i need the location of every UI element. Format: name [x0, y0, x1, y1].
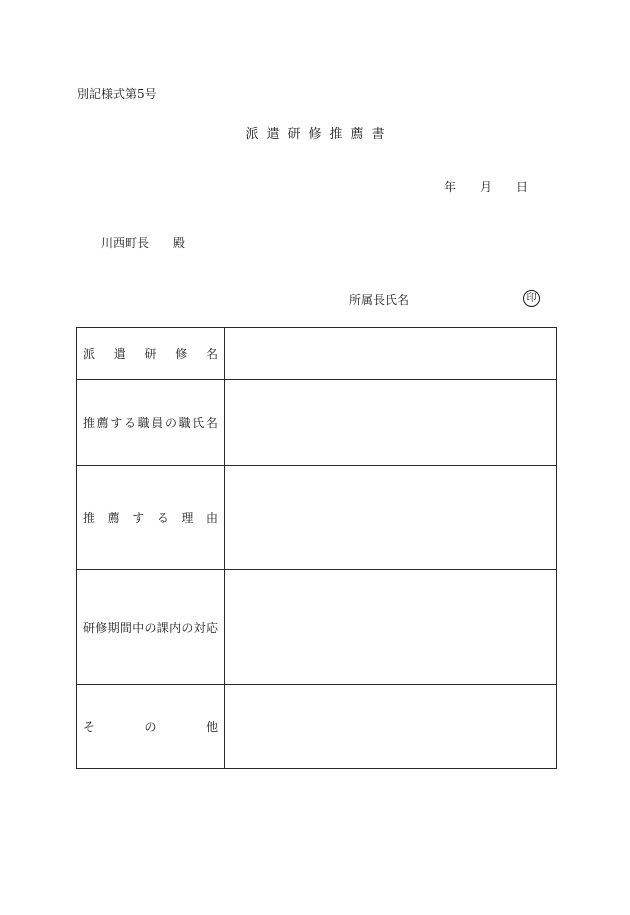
field-employee[interactable] — [225, 380, 557, 466]
label-char: 推 — [83, 511, 96, 525]
field-other[interactable] — [225, 685, 557, 769]
label-char: 間 — [119, 620, 132, 635]
label-char: 修 — [175, 347, 188, 361]
label-char: 他 — [205, 720, 218, 734]
date-day-label: 日 — [516, 180, 529, 194]
label-reason — [77, 466, 225, 570]
label-char: 研 — [83, 620, 96, 635]
label-char: 課 — [156, 620, 169, 635]
table-row-coverage — [77, 570, 557, 685]
label-char: 修 — [95, 620, 108, 635]
addressee-honorific: 殿 — [173, 236, 186, 250]
date-line — [444, 178, 528, 195]
label-coverage — [77, 570, 225, 685]
table-row-employee — [77, 380, 557, 466]
signer-label: 所属長氏名 — [349, 293, 410, 307]
label-char: 由 — [205, 511, 218, 525]
date-year-label: 年 — [444, 180, 457, 194]
label-char: 期 — [107, 620, 120, 635]
label-char: の — [144, 720, 157, 734]
field-training-name[interactable] — [225, 328, 557, 380]
label-char: の — [181, 620, 194, 635]
table-row-other — [77, 685, 557, 769]
label-char: の — [144, 620, 157, 635]
label-char: 名 — [205, 416, 218, 430]
form-number: 別記様式第5号 — [77, 87, 157, 101]
label-training-name — [77, 328, 225, 380]
label-char: す — [132, 511, 145, 525]
label-char: 理 — [181, 511, 194, 525]
recommendation-table — [76, 327, 557, 769]
addressee — [101, 234, 185, 251]
label-char: 中 — [132, 620, 145, 635]
label-char: 職 — [178, 416, 191, 430]
table-row-reason — [77, 466, 557, 570]
label-other — [77, 685, 225, 769]
label-char: 派 — [83, 347, 96, 361]
label-char: 職 — [137, 416, 150, 430]
label-char: 薦 — [107, 511, 120, 525]
label-char: 対 — [193, 620, 206, 635]
seal-mark: 印 — [523, 290, 540, 307]
label-employee — [77, 380, 225, 466]
field-reason[interactable] — [225, 466, 557, 570]
label-char: 推 — [83, 416, 96, 430]
label-char: 研 — [144, 347, 157, 361]
label-char: る — [156, 511, 169, 525]
label-char: 薦 — [96, 416, 109, 430]
document-title: 派遣研修推薦書 — [245, 127, 393, 142]
field-coverage[interactable] — [225, 570, 557, 685]
label-char: 応 — [205, 620, 218, 635]
label-char: 内 — [169, 620, 182, 635]
date-month-label: 月 — [480, 180, 493, 194]
label-char: 氏 — [192, 416, 205, 430]
label-char: 名 — [205, 347, 218, 361]
label-char: る — [123, 416, 136, 430]
addressee-name: 川西町長 — [101, 236, 150, 250]
label-char: 遣 — [113, 347, 126, 361]
label-char: そ — [83, 720, 96, 734]
label-char: の — [164, 416, 177, 430]
table-row-training-name — [77, 328, 557, 380]
label-char: 員 — [151, 416, 164, 430]
label-char: す — [110, 416, 123, 430]
